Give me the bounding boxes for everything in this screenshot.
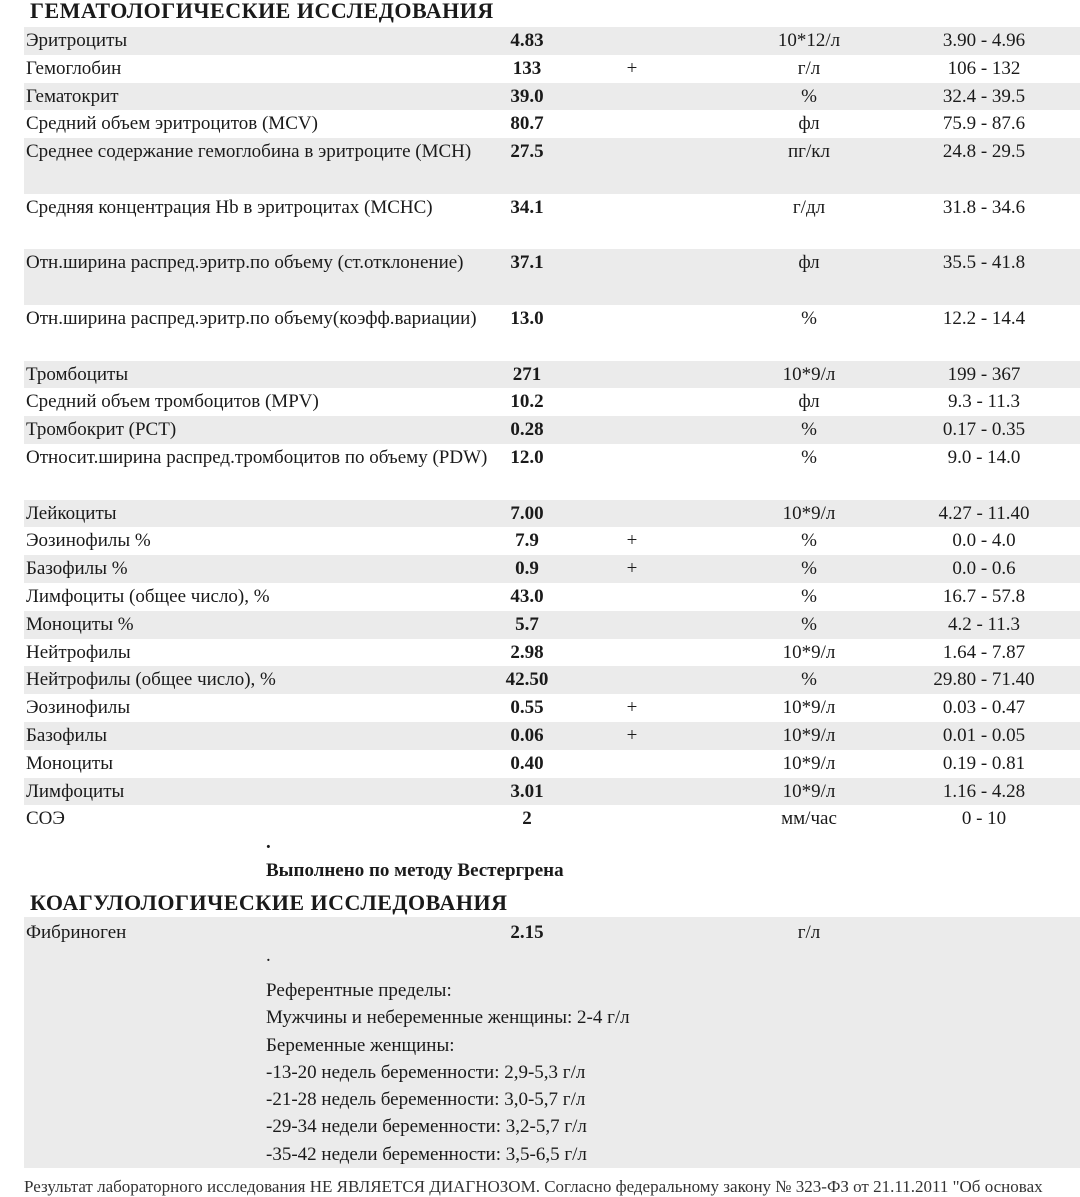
test-name: Лейкоциты [26, 502, 117, 524]
test-unit: мм/час [781, 808, 837, 830]
test-value: 12.0 [510, 446, 544, 468]
reference-line: Референтные пределы: [266, 980, 452, 1001]
hematology-results-table [24, 27, 1080, 833]
table-row [24, 388, 1080, 416]
test-name: Моноциты % [26, 613, 134, 635]
test-flag: + [626, 530, 638, 552]
reference-line: -13-20 недель беременности: 2,9-5,3 г/л [266, 1061, 586, 1083]
test-reference: 9.0 - 14.0 [947, 446, 1021, 468]
test-value: 2.15 [510, 922, 544, 943]
test-name: Гемоглобин [26, 57, 122, 79]
test-value: 0.40 [510, 752, 544, 774]
coagulology-results-block [24, 917, 1080, 1168]
test-flag: + [626, 57, 638, 79]
test-name: Моноциты [26, 752, 113, 774]
table-row [24, 249, 1080, 305]
test-value: 80.7 [510, 113, 544, 135]
test-unit: 10*9/л [782, 697, 836, 719]
test-name: Лимфоциты [26, 780, 125, 802]
test-unit: 10*9/л [782, 502, 836, 524]
table-row [24, 194, 1080, 250]
test-unit: г/л [797, 57, 821, 79]
test-unit: 10*9/л [782, 724, 836, 746]
table-row [24, 694, 1080, 722]
test-reference: 199 - 367 [947, 363, 1021, 385]
test-name: Тромбокрит (PCT) [26, 419, 177, 441]
test-unit: г/л [797, 922, 821, 943]
test-reference: 106 - 132 [947, 57, 1021, 79]
test-reference: 29.80 - 71.40 [933, 669, 1035, 691]
test-reference: 0.03 - 0.47 [942, 697, 1026, 719]
test-unit: % [801, 585, 817, 607]
test-name: Средняя концентрация Hb в эритроцитах (MCHC) [26, 196, 433, 218]
test-name: Эозинофилы % [26, 530, 151, 552]
test-unit: % [801, 558, 817, 580]
reference-line: -35-42 недели беременности: 3,5-6,5 г/л [266, 1143, 587, 1165]
test-reference: 3.90 - 4.96 [942, 30, 1026, 51]
test-value: 43.0 [510, 585, 544, 607]
test-value: 37.1 [510, 252, 544, 274]
table-row [24, 27, 1080, 55]
test-reference: 0.17 - 0.35 [942, 419, 1026, 441]
test-value: 10.2 [510, 391, 544, 413]
test-name: Нейтрофилы [26, 641, 131, 663]
table-row [24, 500, 1080, 528]
table-row [24, 778, 1080, 806]
test-reference: 1.16 - 4.28 [942, 780, 1026, 802]
test-unit: г/дл [792, 196, 826, 218]
test-name: Базофилы % [26, 558, 128, 580]
test-reference: 1.64 - 7.87 [942, 641, 1026, 663]
test-value: 4.83 [510, 30, 544, 51]
test-reference: 16.7 - 57.8 [942, 585, 1026, 607]
test-reference: 35.5 - 41.8 [942, 252, 1026, 274]
table-row [24, 444, 1080, 500]
test-unit: % [801, 446, 817, 468]
table-row [24, 110, 1080, 138]
test-reference: 0.01 - 0.05 [942, 724, 1026, 746]
test-name: Гематокрит [26, 85, 119, 107]
test-name: Среднее содержание гемоглобина в эритроците (MCH) [26, 141, 472, 163]
test-value: 0.28 [510, 419, 544, 441]
test-value: 133 [512, 57, 542, 79]
reference-line: -21-28 недель беременности: 3,0-5,7 г/л [266, 1089, 586, 1111]
hematology-section-title: ГЕМАТОЛОГИЧЕСКИЕ ИССЛЕДОВАНИЯ [30, 0, 494, 23]
reference-note-dot: . [266, 945, 271, 966]
table-row [24, 639, 1080, 667]
test-name: Относит.ширина распред.тромбоцитов по объему (PDW) [26, 446, 488, 468]
reference-line: Мужчины и небеременные женщины: 2-4 г/л [266, 1007, 630, 1029]
test-value: 42.50 [505, 669, 549, 691]
test-unit: фл [798, 252, 820, 274]
table-row [24, 305, 1080, 361]
test-flag: + [626, 724, 638, 746]
coagulology-section-title: КОАГУЛОЛОГИЧЕСКИЕ ИССЛЕДОВАНИЯ [30, 890, 508, 915]
table-row [24, 750, 1080, 778]
table-row [24, 805, 1080, 833]
test-reference: 31.8 - 34.6 [942, 196, 1026, 218]
test-name: Средний объем тромбоцитов (MPV) [26, 391, 319, 413]
test-name: Нейтрофилы (общее число), % [26, 669, 276, 691]
test-name: Отн.ширина распред.эритр.по объему(коэфф.вариации) [26, 307, 477, 329]
test-value: 0.55 [510, 697, 544, 719]
test-value: 34.1 [510, 196, 544, 218]
test-name: Базофилы [26, 724, 107, 746]
table-row [24, 55, 1080, 83]
test-unit: пг/кл [788, 141, 830, 163]
test-flag: + [626, 558, 638, 580]
test-reference: 4.27 - 11.40 [938, 502, 1030, 524]
table-row [24, 83, 1080, 111]
method-note: Выполнено по методу Вестергрена [266, 860, 564, 881]
test-unit: 10*9/л [782, 752, 836, 774]
test-reference: 0.0 - 0.6 [952, 558, 1016, 580]
test-value: 7.00 [510, 502, 544, 524]
test-value: 2 [522, 808, 532, 830]
test-unit: фл [798, 391, 820, 413]
test-unit: % [801, 419, 817, 441]
test-unit: 10*9/л [782, 363, 836, 385]
table-row [24, 583, 1080, 611]
reference-line: -29-34 недели беременности: 3,2-5,7 г/л [266, 1116, 587, 1138]
table-row [24, 666, 1080, 694]
test-unit: 10*12/л [777, 30, 841, 51]
test-unit: % [801, 530, 817, 552]
test-reference: 24.8 - 29.5 [942, 141, 1026, 163]
test-name: Эозинофилы [26, 697, 131, 719]
table-row [24, 361, 1080, 389]
test-value: 39.0 [510, 85, 544, 107]
test-reference: 4.2 - 11.3 [947, 613, 1021, 635]
method-note-dot: . [266, 832, 271, 853]
table-row [24, 527, 1080, 555]
test-value: 5.7 [515, 613, 539, 635]
test-name: Эритроциты [26, 30, 128, 51]
test-name: Средний объем эритроцитов (MCV) [26, 113, 318, 135]
test-name: Лимфоциты (общее число), % [26, 585, 270, 607]
reference-ranges-note [266, 977, 630, 1168]
test-name: Тромбоциты [26, 363, 129, 385]
test-name: СОЭ [26, 808, 65, 830]
table-row [24, 919, 1080, 947]
table-row [24, 555, 1080, 583]
table-row [24, 611, 1080, 639]
test-unit: 10*9/л [782, 641, 836, 663]
test-unit: фл [798, 113, 820, 135]
reference-line: Беременные женщины: [266, 1034, 455, 1056]
disclaimer-footer: Результат лабораторного исследования НЕ ЯВЛЯЕТСЯ ДИАГНОЗОМ. Согласно федеральному закону № 323-ФЗ от 21.11.2011 "Об основах [24, 1177, 1043, 1196]
table-row [24, 416, 1080, 444]
test-value: 271 [512, 363, 542, 385]
test-unit: % [801, 307, 817, 329]
test-reference: 0.0 - 4.0 [952, 530, 1016, 552]
test-value: 0.06 [510, 724, 544, 746]
test-reference: 9.3 - 11.3 [947, 391, 1021, 413]
test-name: Фибриноген [26, 922, 127, 943]
test-reference: 32.4 - 39.5 [942, 85, 1026, 107]
test-unit: 10*9/л [782, 780, 836, 802]
test-value: 7.9 [515, 530, 539, 552]
test-value: 27.5 [510, 141, 544, 163]
test-flag: + [626, 697, 638, 719]
test-value: 3.01 [510, 780, 544, 802]
test-reference: 0 - 10 [961, 808, 1007, 830]
test-value: 13.0 [510, 307, 544, 329]
table-row [24, 138, 1080, 194]
test-reference: 75.9 - 87.6 [942, 113, 1026, 135]
test-value: 0.9 [515, 558, 539, 580]
test-reference: 12.2 - 14.4 [942, 307, 1026, 329]
test-unit: % [801, 613, 817, 635]
test-unit: % [801, 85, 817, 107]
table-row [24, 722, 1080, 750]
test-name: Отн.ширина распред.эритр.по объему (ст.отклонение) [26, 252, 464, 274]
test-unit: % [801, 669, 817, 691]
test-reference: 0.19 - 0.81 [942, 752, 1026, 774]
test-value: 2.98 [510, 641, 544, 663]
